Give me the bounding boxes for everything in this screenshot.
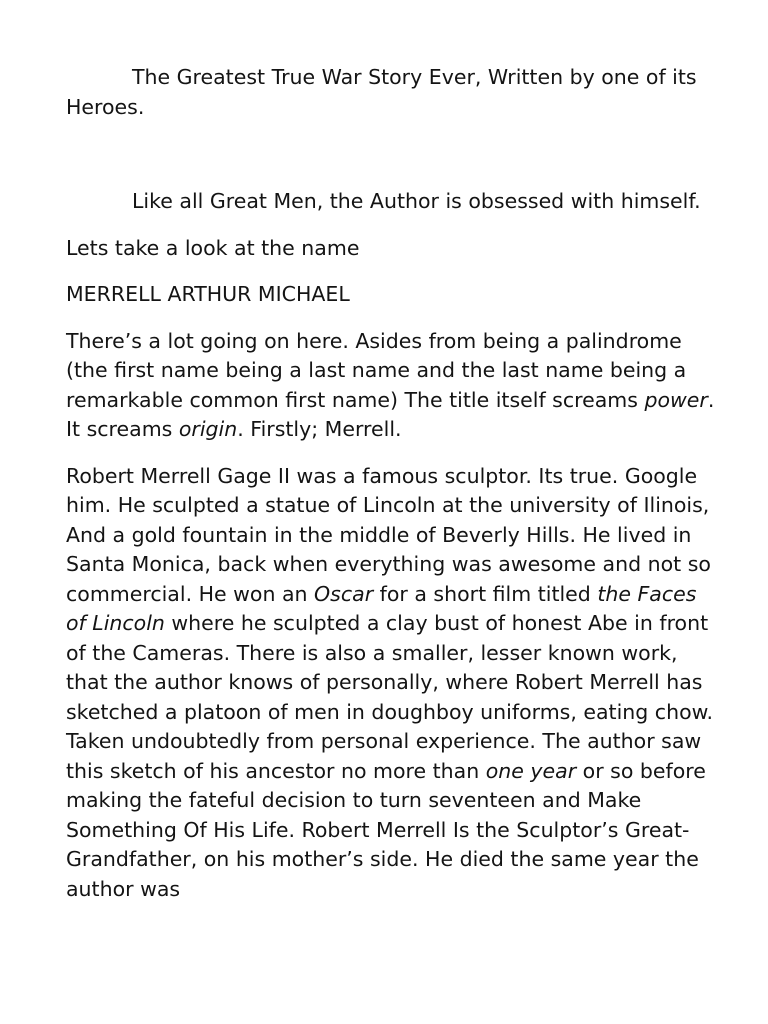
italic-segment: origin xyxy=(178,417,238,441)
palindrome-paragraph xyxy=(66,327,716,445)
intro-paragraph xyxy=(66,187,716,217)
text-segment: or so before making the fateful decision to turn seventeen and Make Something Of His Life. Robert Merrell Is the Sculptor’s Great-Grandfather, on his mother’s side. He died the same year the author was xyxy=(66,758,706,901)
text-segment: Lets take a look at the name xyxy=(66,235,360,260)
text-segment: for a short film titled xyxy=(373,581,598,606)
text-segment: where he sculpted a clay bust of honest Abe in front of the Cameras. There is also a smaller, lesser known work, that the author knows of personally, where Robert Merrell has sketched a platoon of men in doughboy uniforms, eating chow. Taken undoubtedly from personal experience. The author saw this sketch of his ancestor no more than xyxy=(66,611,714,783)
italic-segment: power xyxy=(644,387,708,412)
italic-segment: one year xyxy=(485,758,577,783)
text-segment: . It screams xyxy=(66,387,715,441)
sculptor-paragraph xyxy=(66,462,716,905)
text-segment: There’s a lot going on here. Asides from being a palindrome (the first name being a last name and the last name being a remarkable common first name) The title itself screams xyxy=(66,328,687,412)
text-segment: The Greatest True War Story Ever, Written by one of its Heroes. xyxy=(66,65,697,119)
text-segment: Robert Merrell Gage II was a famous sculptor. Its true. Google him. He sculpted a statue of Lincoln at the university of Ilinois, And a gold fountain in the middle of Beverly Hills. He lived in Santa Monica, back when everything was awesome and not so commercial. He won an xyxy=(66,463,711,606)
name-paragraph xyxy=(66,280,716,310)
name-lead-paragraph xyxy=(66,234,716,264)
italic-segment: Oscar xyxy=(314,581,374,606)
italic-segment: the Faces of Lincoln xyxy=(66,581,697,635)
text-segment: MERRELL ARTHUR MICHAEL xyxy=(66,282,350,306)
title-paragraph xyxy=(66,63,716,122)
text-segment: . Firstly; Merrell. xyxy=(237,417,402,441)
document-body xyxy=(66,63,716,921)
text-segment: Like all Great Men, the Author is obsessed with himself. xyxy=(132,189,701,213)
